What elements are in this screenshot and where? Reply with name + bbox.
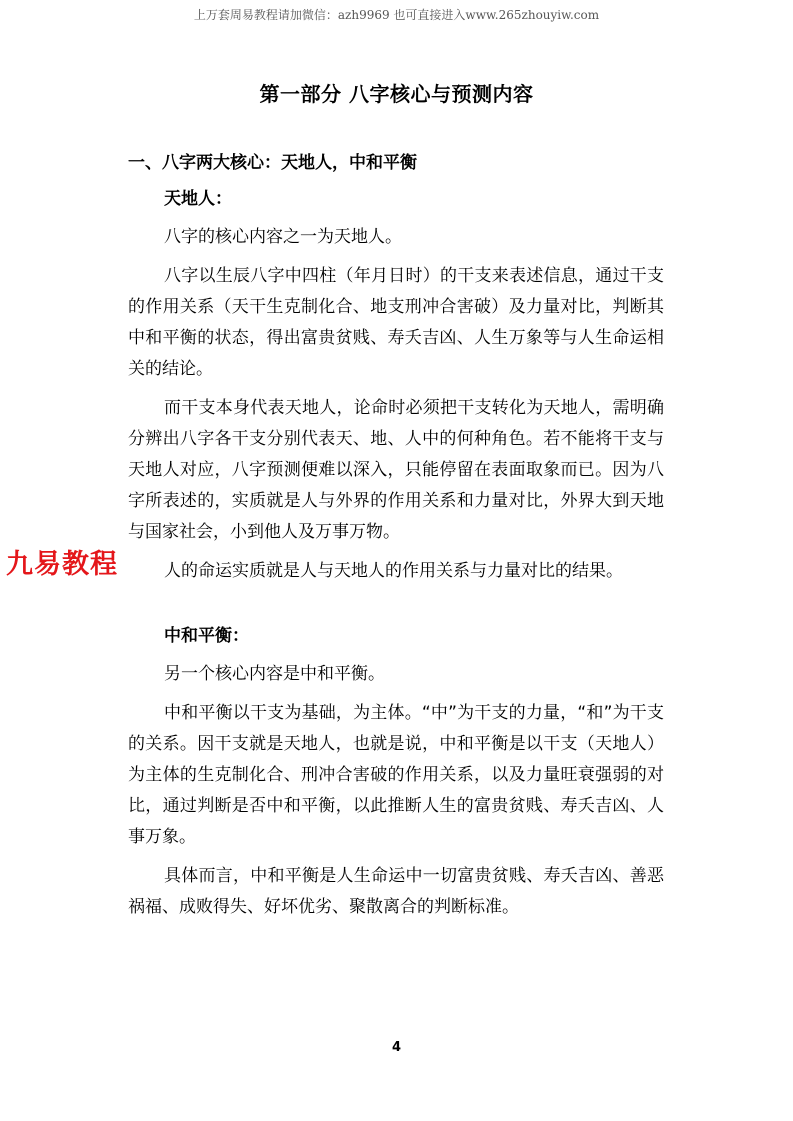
page-header: 上万套周易教程请加微信：azh9969 也可直接进入www.265zhouyiw.com <box>193 8 600 22</box>
paragraph: 人的命运实质就是人与天地人的作用关系与力量对比的结果。 <box>164 561 623 581</box>
paragraph: 具体而言，中和平衡是人生命运中一切富贵贫贱、寿夭吉凶、善恶祸福、成败得失、好坏优劣、聚散离合的判断标准。 <box>128 866 664 917</box>
paragraph: 八字以生辰八字中四柱（年月日时）的干支来表述信息，通过干支的作用关系（天干生克制化合、地支刑冲合害破）及力量对比，判断其中和平衡的状态，得出富贵贫贱、寿夭吉凶、人生万象等与人生命运相关的结论。 <box>128 266 664 379</box>
subsection-heading-zhonghe: 中和平衡： <box>164 626 249 646</box>
section-heading: 一、八字两大核心：天地人，中和平衡 <box>128 153 417 173</box>
page-title: 第一部分 八字核心与预测内容 <box>259 82 534 106</box>
paragraph: 另一个核心内容是中和平衡。 <box>164 664 385 684</box>
document-body <box>128 150 664 931</box>
watermark-logo: 九易教程 <box>6 549 118 580</box>
paragraph: 中和平衡以干支为基础，为主体。“中”为干支的力量，“和”为干支的关系。因干支就是天地人，也就是说，中和平衡是以干支（天地人）为主体的生克制化合、刑冲合害破的作用关系，以及力量旺衰强弱的对比，通过判断是否中和平衡，以此推断人生的富贵贫贱、寿夭吉凶、人事万象。 <box>128 703 664 847</box>
paragraph: 八字的核心内容之一为天地人。 <box>164 227 402 247</box>
paragraph: 而干支本身代表天地人，论命时必须把干支转化为天地人，需明确分辨出八字各干支分别代表天、地、人中的何种角色。若不能将干支与天地人对应，八字预测便难以深入，只能停留在表面取象而已。因为八字所表述的，实质就是人与外界的作用关系和力量对比，外界大到天地与国家社会，小到他人及万事万物。 <box>128 398 664 542</box>
page-number: 4 <box>391 1040 402 1055</box>
subsection-heading-tiandiren: 天地人： <box>164 189 232 209</box>
